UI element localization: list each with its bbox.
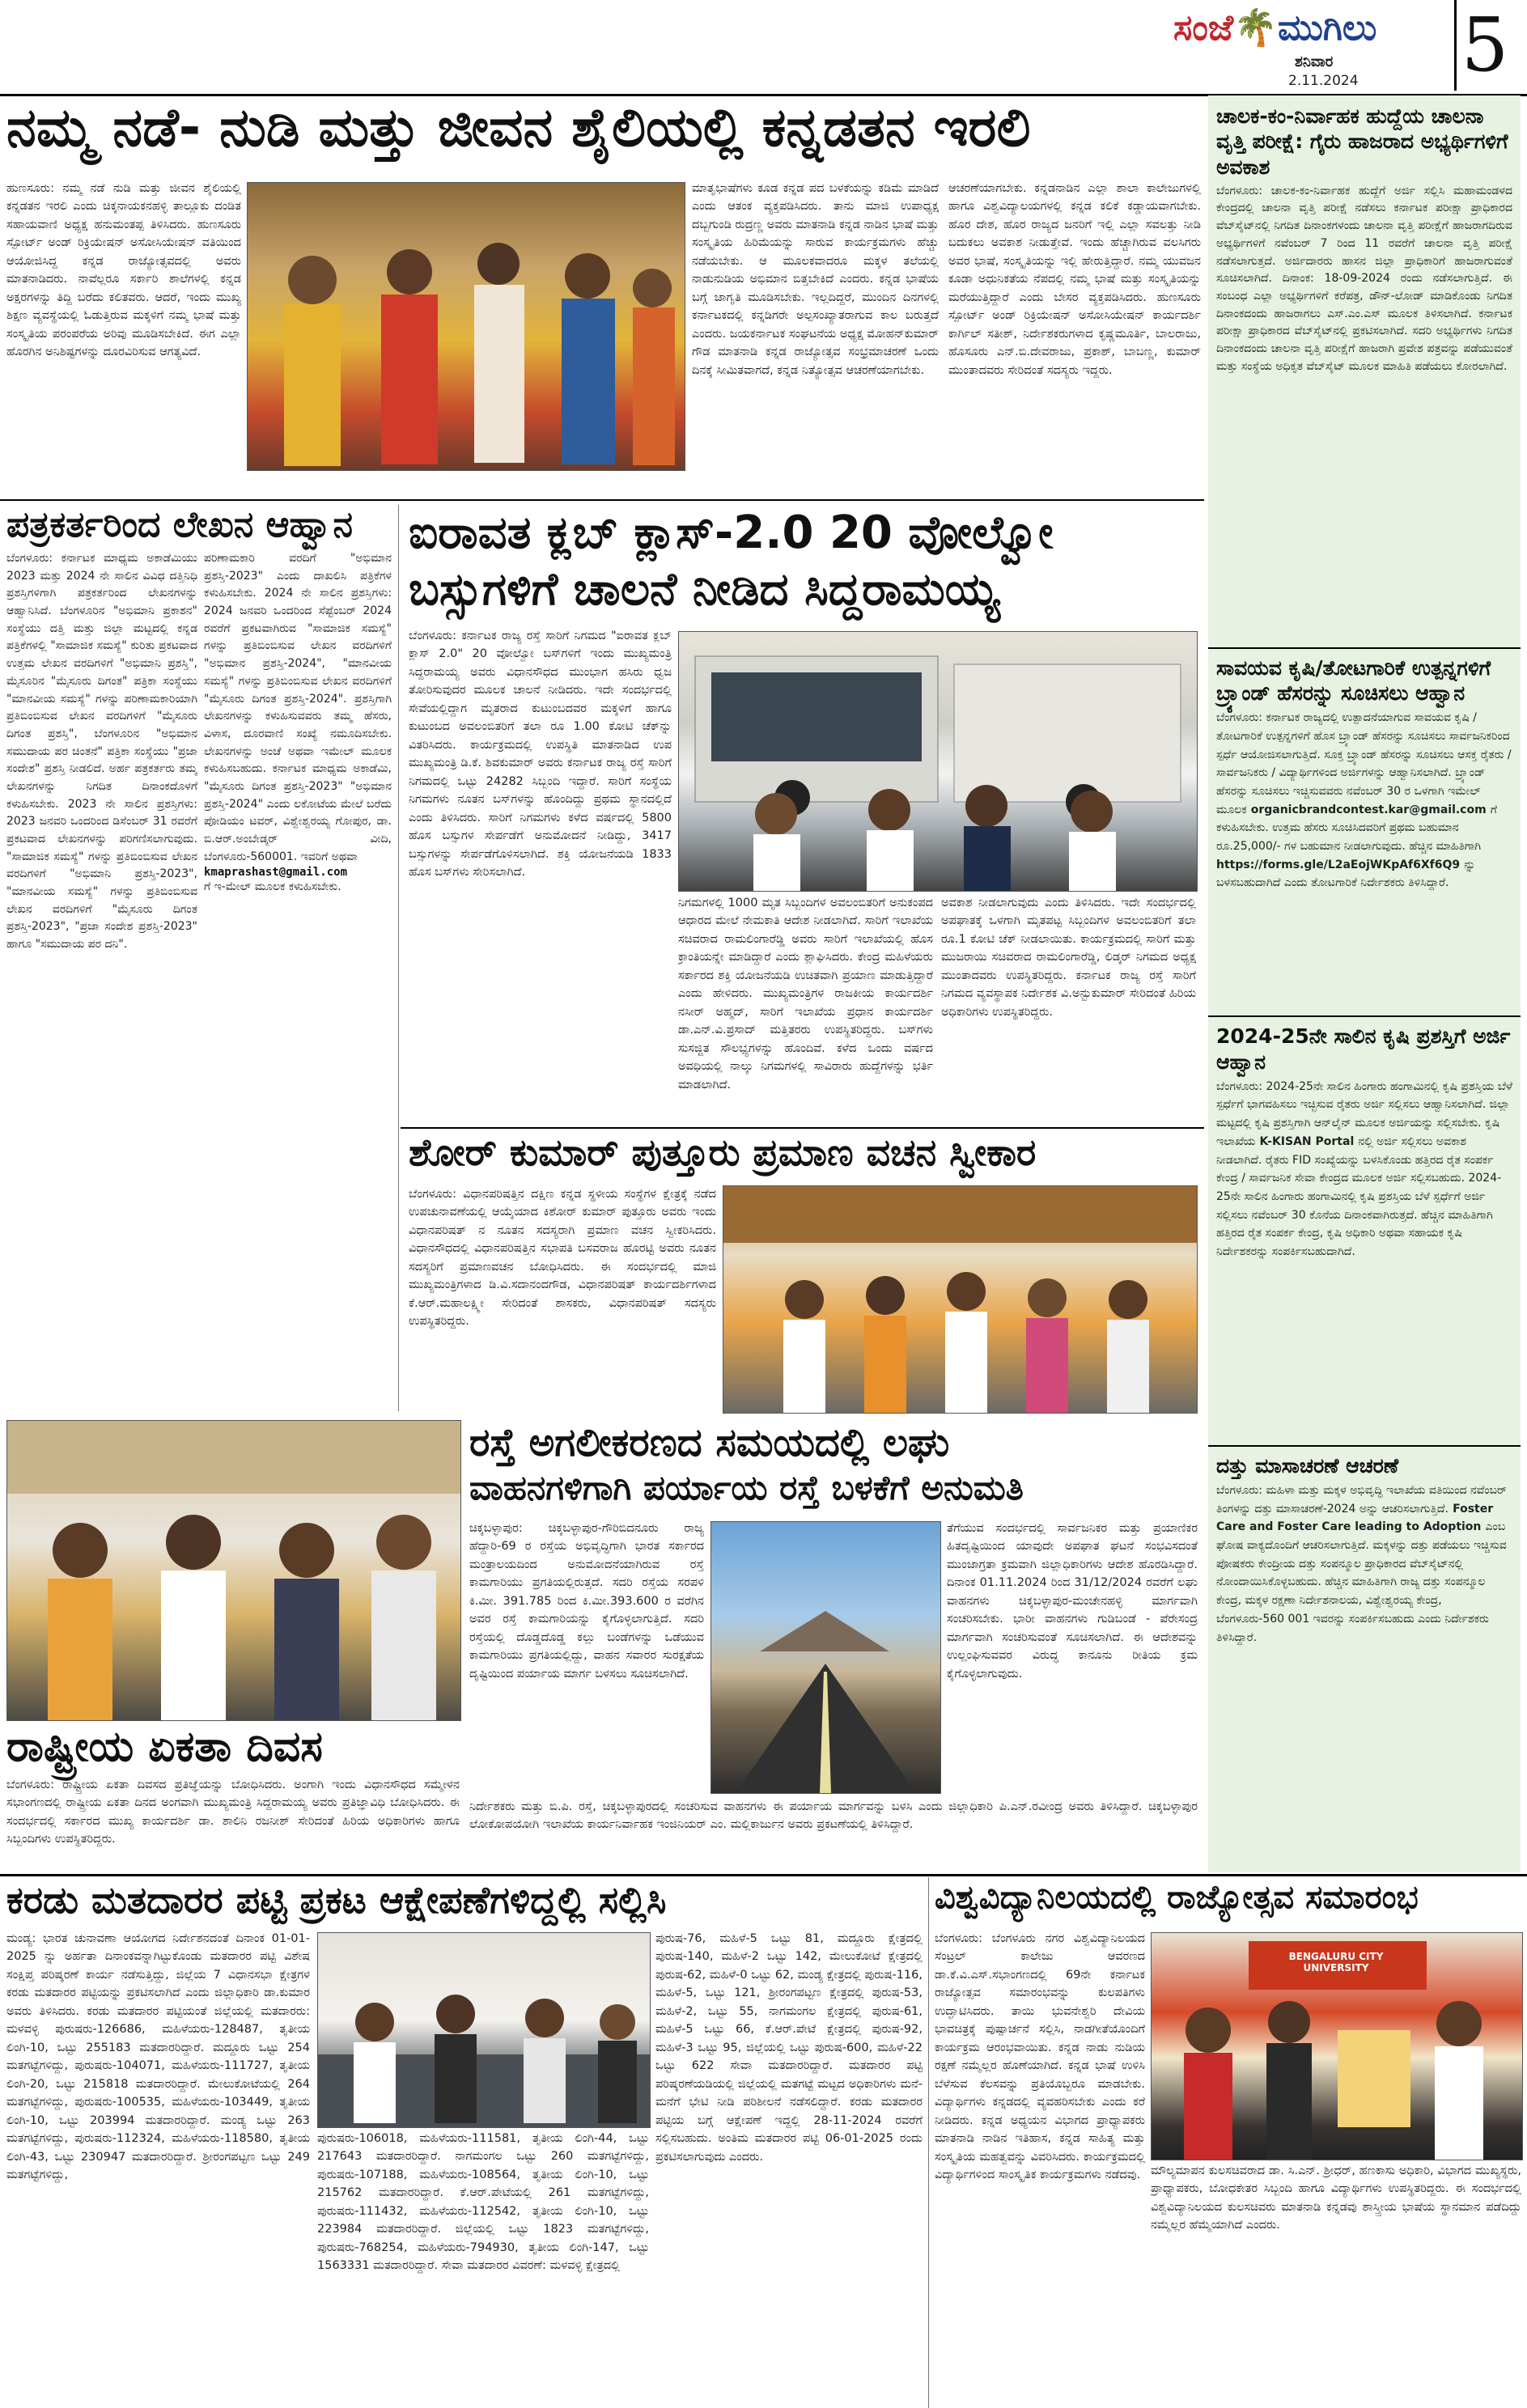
unity-headline: ರಾಷ್ಟ್ರೀಯ ಏಕತಾ ದಿವಸ bbox=[6, 1723, 323, 1771]
press-call-col2: ಪರಿಣಾಮಕಾರಿ ವರದಿಗೆ "ಅಭಿಮಾನ ಪ್ರಶಸ್ತಿ-2023" ಎಂದು ದಾಖಲಿಸಿ ಪತ್ರಿಕೆಗಳ ಕಳುಹಿಸಬೇಕು. 2024 ನೇ ಸಾಲಿನ ಪ್ರಶಸ್ತಿಗಳು: 2024 ಜನವರಿ ಒಂದರಿಂದ ಸೆಪ್ಟೆಂಬರ್ 2024 ರವರೆಗೆ ಪ್ರಕಟವಾಗಿರುವ "ಸಾಮಾಜಿಕ ಸಮಸ್ಯೆ" ಗಳನ್ನು ಪ್ರತಿಬಿಂಬಿಸುವ ಲೇಖನ ವರದಿಗಳಿಗೆ "ಅಭಿಮಾನ ಪ್ರಶಸ್ತಿ-2024", "ಮಾನವೀಯ ಸಮಸ್ಯೆ" ಗಳನ್ನು ಪ್ರತಿಬಿಂಬಿಸುವ ಲೇಖನ ವರದಿಗಳಿಗೆ "ಮೈಸೂರು ದಿಗಂತ ಪ್ರಶಸ್ತಿ-2024". ಪ್ರಶಸ್ತಿಗಾಗಿ ಲೇಖನಗಳನ್ನು ಕಳುಹಿಸುವವರು ತಮ್ಮ ಹೆಸರು, ವಿಳಾಸ, ದೂರವಾಣಿ ಸಂಖ್ಯೆ ನಮೂದಿಸಬೇಕು. ಲೇಖನಗಳನ್ನು ಅಂಚೆ ಅಥವಾ ಇಮೇಲ್ ಮೂಲಕ ಕಳುಹಿಸಬಹುದು. ಕರ್ನಾಟಕ ಮಾಧ್ಯಮ ಅಕಾಡೆಮಿ, "ಮೈಸೂರು ದಿಗಂತ ಪ್ರಶಸ್ತಿ-2023" "ಅಭಿಮಾನ ಪ್ರಶಸ್ತಿ-2024" ಎಂದು ಲಕೋಟೆಯ ಮೇಲೆ ಬರೆದು ಪೋಡಿಯಂ ಟವರ್, ವಿಶ್ವೇಶ್ವರಯ್ಯ ಗೋಪುರ, ಡಾ. ಬಿ.ಆರ್.ಅಂಬೇಡ್ಕರ್ ವೀದಿ, ಬೆಂಗಳೂರು-560001. ಇವರಿಗೆ ಅಥವಾ bbox=[204, 552, 392, 863]
sidebar-story2-wrap bbox=[1208, 709, 1521, 1012]
lead-col2: ಮಾತೃಭಾಷೆಗಳು ಕೂಡ ಕನ್ನಡ ಪದ ಬಳಕೆಯನ್ನು ಕಡಿಮೆ ಮಾಡಿದೆ ಎಂದು ಆತಂಕ ವ್ಯಕ್ತಪಡಿಸಿದರು. ತಾನು ಮಾಜಿ ಉಪಾಧ್ಯಕ್ಷ ದಬ್ಬಗುಂಡಿ ರುದ್ರಣ್ಣ ಅವರು ಮಾತನಾಡಿ ಕನ್ನಡ ನಾಡಿನ ಭಾಷೆ ಮತ್ತು ಸಂಸ್ಕೃತಿಯ ಹಿರಿಮೆಯನ್ನು ಸಾರುವ ಕಾರ್ಯಕ್ರಮಗಳು ಹೆಚ್ಚು ನಡೆಯಬೇಕು. ಆ ಮೂಲಕವಾದರೂ ಮಕ್ಕಳ ತಲೆಯಲ್ಲಿ ನಾಡುನುಡಿಯ ಅಭಿಮಾನ ಬಿತ್ತಬೇಕಿದೆ ಎಂದರು. ಕನ್ನಡ ಭಾಷೆಯ ಬಗ್ಗೆ ಜಾಗೃತಿ ಮೂಡಿಸಬೇಕು. ಇಲ್ಲದಿದ್ದರೆ, ಮುಂದಿನ ದಿನಗಳಲ್ಲಿ ಕರ್ನಾಟಕದಲ್ಲಿ ಕನ್ನಡಿಗರೇ ಅಲ್ಪಸಂಖ್ಯಾತರಾಗುವ ಕಾಲ ಬರುತ್ತದೆ ಎಂದರು. ಜಯಕರ್ನಾಟಕ ಸಂಘಟನೆಯ ಅಧ್ಯಕ್ಷ ಮೋಹನ್‌ಕುಮಾರ್ ಗೌಡ ಮಾತನಾಡಿ ಕನ್ನಡ ರಾಜ್ಯೋತ್ಸವ ಸಂಭ್ರಮಾಚರಣೆ ಒಂದು ದಿನಕ್ಕೆ ಸೀಮಿತವಾಗದೆ, ಕನ್ನಡ ನಿತ್ಯೋತ್ಸವ ಆಚರಣೆಯಾಗಬೇಕು. bbox=[692, 182, 939, 377]
press-call-col2-end: ಗೆ ಇ-ಮೇಲ್ ಮೂಲಕ ಕಳುಹಿಸಬೇಕು. bbox=[204, 880, 341, 894]
weekday: ಶನಿವಾರ bbox=[1295, 53, 1334, 70]
university-col2: ಮೌಲ್ಯಮಾಪನ ಕುಲಸಚಿವರಾದ ಡಾ. ಸಿ.ಎನ್. ಶ್ರೀಧರ್, ಹಣಕಾಸು ಅಧಿಕಾರಿ, ವಿಭಾಗದ ಮುಖ್ಯಸ್ಥರು, ಪ್ರಾಧ್ಯಾಪಕರು, ಬೋಧಕೇತರ ಸಿಬ್ಬಂದಿ ಹಾಗೂ ವಿದ್ಯಾರ್ಥಿಗಳು ಉಪಸ್ಥಿತರಿದ್ದರು. ಈ ಸಂದರ್ಭದಲ್ಲಿ ವಿಶ್ವವಿದ್ಯಾನಿಲಯದ ಕುಲಸಚಿವರು ಮಾತನಾಡಿ ಕನ್ನಡವು ಶಾಸ್ತ್ರೀಯ ಭಾಷೆಯ ಸ್ಥಾನಮಾನ ಪಡೆದಿದ್ದು ನಮ್ಮೆಲ್ಲರ ಹೆಮ್ಮೆಯಾಗಿದೆ ಎಂದರು. bbox=[1151, 2164, 1521, 2232]
sidebar-story4-body: ಬೆಂಗಳೂರು: ಮಹಿಳಾ ಮತ್ತು ಮಕ್ಕಳ ಅಭಿವೃದ್ಧಿ ಇಲಾಖೆಯ ವತಿಯಿಂದ ನವೆಂಬರ್ ತಿಂಗಳನ್ನು ದತ್ತು ಮಾಸಾಚರಣೆ-2024 ಅನ್ನು ಆಚರಿಸಲಾಗುತ್ತಿದೆ. bbox=[1216, 1484, 1507, 1516]
unity-scene bbox=[7, 1421, 460, 1720]
masthead bbox=[0, 0, 1527, 95]
unity-photo bbox=[6, 1420, 461, 1721]
bus-col3: ಅವಕಾಶ ನೀಡಲಾಗುವುದು ಎಂದು ತಿಳಿಸಿದರು. ಇದೇ ಸಂದರ್ಭದಲ್ಲಿ ಅಪಘಾತಕ್ಕೆ ಒಳಗಾಗಿ ಮೃತಪಟ್ಟ ಸಿಬ್ಬಂದಿಗಳ ಅವಲಂಬಿತರಿಗೆ ತಲಾ ರೂ.1 ಕೋಟಿ ಚೆಕ್ ನೀಡಲಾಯಿತು. ಕಾರ್ಯಕ್ರಮದಲ್ಲಿ ಸಾರಿಗೆ ಮತ್ತು ಮುಜರಾಯಿ ಸಚಿವರಾದ ರಾಮಲಿಂಗಾರೆಡ್ಡಿ, ಲಿಡ್ಕರ್ ನಿಗಮದ ಅಧ್ಯಕ್ಷ ಮುಂತಾದವರು ಉಪಸ್ಥಿತರಿದ್ದರು. ಕರ್ನಾಟಕ ರಾಜ್ಯ ರಸ್ತೆ ಸಾರಿಗೆ ನಿಗಮದ ವ್ಯವಸ್ಥಾಪಕ ನಿರ್ದೇಶಕ ವಿ.ಅನ್ಬುಕುಮಾರ್ ಸೇರಿದಂತೆ ಹಿರಿಯ ಅಧಿಕಾರಿಗಳು ಉಪಸ್ಥಿತರಿದ್ದರು. bbox=[941, 897, 1196, 1019]
section-rule bbox=[401, 1127, 1204, 1129]
oath-photo bbox=[723, 1185, 1198, 1414]
lead-col1: ಹುಣಸೂರು: ನಮ್ಮ ನಡೆ ನುಡಿ ಮತ್ತು ಜೀವನ ಶೈಲಿಯಲ್ಲಿ ಕನ್ನಡತನ ಇರಲಿ ಎಂದು ಚಿಕ್ಕನಾಯಕನಹಳ್ಳಿ ತಾಲ್ಲೂಕು ದಂಡಿತ ಸಹಾಯವಾಣಿ ಅಧ್ಯಕ್ಷ ಹನುಮಂತಪ್ಪ ತಿಳಿಸಿದರು. ಹುಣಸೂರು ಸ್ಪೋರ್ಟ್ ಅಂಡ್ ರಿಕ್ರಿಯೇಷನ್ ಅಸೋಸಿಯೇಷನ್ ವತಿಯಿಂದ ಆಯೋಜಿಸಿದ್ದ ಕನ್ನಡ ರಾಜ್ಯೋತ್ಸವದಲ್ಲಿ ಅವರು ಮಾತನಾಡಿದರು. ನಾವೆಲ್ಲರೂ ಸರ್ಕಾರಿ ಶಾಲೆಗಳಲ್ಲಿ ಕನ್ನಡ ಅಕ್ಷರಗಳನ್ನು ತಿದ್ದಿ ಬರೆದು ಕಲಿತವರು. ಆದರೆ, ಇಂದು ಮುಖ್ಯ ಶಿಕ್ಷಣ ವ್ಯವಸ್ಥೆಯಲ್ಲಿ ಓಡುತ್ತಿರುವ ಮಕ್ಕಳಿಗೆ ನಮ್ಮ ಭಾಷೆ ಮತ್ತು ಸಂಸ್ಕೃತಿಯ ಪರಂಪರೆಯ ಅರಿವು ಮೂಡಿಸಬೇಕಿದೆ. ಈಗ ಎಲ್ಲಾ ಹೊರಗಿನ ಅನಿಶಿಷ್ಟಗಳನ್ನು ದೂರವಿರಿಸುವ ಆಗತ್ಯವಿದೆ. bbox=[6, 182, 241, 359]
road-headline-1: ರಸ್ತೆ ಅಗಲೀಕರಣದ ಸಮಯದಲ್ಲಿ ಲಘು bbox=[469, 1420, 950, 1465]
column-divider bbox=[398, 505, 399, 1411]
bus-photo bbox=[678, 631, 1198, 892]
sidebar-story4-wrap bbox=[1208, 1482, 1521, 1749]
oath-scene bbox=[723, 1186, 1197, 1413]
press-call-email[interactable]: kmaprashast@gmail.com bbox=[204, 866, 348, 880]
brand-contest-link[interactable]: https://forms.gle/L2aEojWKpAf6Xf6Q9 bbox=[1216, 858, 1461, 871]
kkisan-portal: K-KISAN Portal bbox=[1259, 1134, 1355, 1148]
press-call-headline: ಪತ್ರಕರ್ತರಿಂದ ಲೇಖನ ಆಹ್ವಾನ bbox=[6, 504, 353, 545]
sidebar-story3-body: ಬೆಂಗಳೂರು: 2024-25ನೇ ಸಾಲಿನ ಹಿಂಗಾರು ಹಂಗಾಮಿನಲ್ಲಿ ಕೃಷಿ ಪ್ರಶಸ್ತಿಯ ಬೆಳೆ ಸ್ಪರ್ಧೆಗೆ ಭಾಗವಹಿಸಲು ಇಚ್ಛಿಸುವ ರೈತರು ಅರ್ಜಿ ಸಲ್ಲಿಸಲು ಆಹ್ವಾನಿಸಲಾಗಿದೆ. ಜಿಲ್ಲಾ ಮಟ್ಟದಲ್ಲಿ ಕೃಷಿ ಪ್ರಶಸ್ತಿಗಾಗಿ ಆನ್‌ಲೈನ್ ಮೂಲಕ ಅರ್ಜಿಯನ್ನು ಸಲ್ಲಿಸಬೇಕು. ಕೃಷಿ ಇಲಾಖೆಯ bbox=[1216, 1079, 1512, 1148]
sidebar-story3-headline: 2024-25ನೇ ಸಾಲಿನ ಕೃಷಿ ಪ್ರಶಸ್ತಿಗೆ ಅರ್ಜಿ ಆಹ್ವಾನ bbox=[1216, 1024, 1511, 1074]
road-col1: ಚಿಕ್ಕಬಳ್ಳಾಪುರ: ಚಿಕ್ಕಬಳ್ಳಾಪುರ-ಗೌರಿಬಿದನೂರು ರಾಜ್ಯ ಹೆದ್ದಾರಿ-69 ರ ರಸ್ತೆಯ ಅಭಿವೃದ್ಧಿಗಾಗಿ ಭಾರತ ಸರ್ಕಾರದ ಮಂತ್ರಾಲಯದಿಂದ ಅನುಮೋದನೆಯಾಗಿರುವ ರಸ್ತೆ ಕಾಮಗಾರಿಯು ಪ್ರಗತಿಯಲ್ಲಿರುತ್ತದೆ. ಸದರಿ ರಸ್ತೆಯ ಸರಪಳಿ ಕಿ.ಮೀ. 391.785 ರಿಂದ ಕಿ.ಮೀ.393.600 ರ ವರೆಗಿನ ಅವರ ರಸ್ತೆ ಕಾಮಗಾರಿಯನ್ನು ಕೈಗೊಳ್ಳಲಾಗುತ್ತಿದೆ. ಸದರಿ ರಸ್ತೆಯಲ್ಲಿ ದೊಡ್ಡದೊಡ್ಡ ಕಲ್ಲು ಬಂಡೆಗಳನ್ನು ಒಡೆಯುವ ಕಾಮಗಾರಿಯು ಪ್ರಗತಿಯಲ್ಲಿದ್ದು, ವಾಹನ ಸವಾರರ ಸುರಕ್ಷತೆಯ ದೃಷ್ಟಿಯಿಂದ ಪರ್ಯಾಯ ಮಾರ್ಗ ಬಳಸಲು ಸೂಚಿಸಲಾಗಿದೆ. bbox=[469, 1522, 704, 1681]
voters-headline: ಕರಡು ಮತದಾರರ ಪಟ್ಟಿ ಪ್ರಕಟ ಆಕ್ಷೇಪಣೆಗಳಿದ್ದಲ್ಲಿ ಸಲ್ಲಿಸಿ bbox=[6, 1878, 667, 1922]
voters-photo bbox=[317, 1932, 651, 2128]
bus-col2: ನಿಗಮಗಳಲ್ಲಿ 1000 ಮೃತ ಸಿಬ್ಬಂದಿಗಳ ಅವಲಂಬಿತರಿಗೆ ಅನುಕಂಪದ ಆಧಾರದ ಮೇಲೆ ನೇಮಕಾತಿ ಆದೇಶ ನೀಡಲಾಗಿದೆ. ಸಾರಿಗೆ ಇಲಾಖೆಯ ಸಚಿವರಾದ ರಾಮಲಿಂಗಾರೆಡ್ಡಿ ಅವರು ಸಾರಿಗೆ ಇಲಾಖೆಯಲ್ಲಿ ಹೊಸ ಕ್ರಾಂತಿಯನ್ನೇ ಮಾಡಿದ್ದಾರೆ ಎಂದು ಶ್ಲಾಘಿಸಿದರು. ಕೇಂದ್ರ ಮಹಿಳೆಯರು ಸರ್ಕಾರದ ಶಕ್ತಿ ಯೋಜನೆಯಡಿ ಉಚಿತವಾಗಿ ಪ್ರಯಾಣ ಮಾಡುತ್ತಿದ್ದಾರೆ ಎಂದು ಹೇಳಿದರು. ಮುಖ್ಯಮಂತ್ರಿಗಳ ರಾಜಕೀಯ ಕಾರ್ಯದರ್ಶಿ ನಸೀರ್ ಅಹ್ಮದ್, ಸಾರಿಗೆ ಇಲಾಖೆಯ ಪ್ರಧಾನ ಕಾರ್ಯದರ್ಶಿ ಡಾ.ಎನ್.ವಿ.ಪ್ರಸಾದ್ ಮತ್ತಿತರರು ಉಪಸ್ಥಿತರಿದ್ದರು. ಬಸ್‌ಗಳು ಸುಸಜ್ಜಿತ ಸೌಲಭ್ಯಗಳನ್ನು ಹೊಂದಿವೆ. ಕಳೆದ ಒಂದು ವರ್ಷದ ಅವಧಿಯಲ್ಲಿ ನಾಲ್ಕು ನಿಗಮಗಳಲ್ಲಿ ಸಾವಿರಾರು ಹುದ್ದೆಗಳನ್ನು ಭರ್ತಿ ಮಾಡಲಾಗಿದೆ. bbox=[678, 897, 933, 1092]
sidebar-story2-body3: ನ್ನು ಬಳಸಬಹುದಾಗಿದೆ ಎಂದು ತೋಟಗಾರಿಕೆ ನಿರ್ದೇಶಕರು ತಿಳಿಸಿದ್ದಾರೆ. bbox=[1216, 858, 1476, 890]
unity-body: ಬೆಂಗಳೂರು: ರಾಷ್ಟ್ರೀಯ ಏಕತಾ ದಿವಸದ ಪ್ರತಿಜ್ಞೆಯನ್ನು ಬೋಧಿಸಿದರು. ಅಂಗಾಗಿ ಇಂದು ವಿಧಾನಸೌಧದ ಸಮ್ಮೇಳನ ಸಭಾಂಗಣದಲ್ಲಿ ರಾಷ್ಟ್ರೀಯ ಏಕತಾ ದಿನದ ಅಂಗವಾಗಿ ಮುಖ್ಯಮಂತ್ರಿ ಸಿದ್ದರಾಮಯ್ಯ ಅವರು ಪ್ರತಿಜ್ಞಾವಿಧಿ ಬೋಧಿಸಿದರು. ಈ ಸಂದರ್ಭದಲ್ಲಿ ಸರ್ಕಾರದ ಮುಖ್ಯ ಕಾರ್ಯದರ್ಶಿ ಡಾ. ಶಾಲಿನಿ ರಜನೀಶ್ ಸೇರಿದಂತೆ ಹಿರಿಯ ಅಧಿಕಾರಿಗಳು ಹಾಗೂ ಸಿಬ್ಬಂದಿಗಳು ಉಪಸ್ಥಿತರಿದ್ದರು. bbox=[6, 1778, 460, 1846]
sidebar bbox=[1208, 95, 1521, 1872]
sidebar-story2-headline: ಸಾವಯವ ಕೃಷಿ/ತೋಟಗಾರಿಕೆ ಉತ್ಪನ್ನಗಳಿಗೆ ಬ್ರ್ಯಾಂಡ್ ಹೆಸರನ್ನು ಸೂಚಿಸಲು ಆಹ್ವಾನ bbox=[1216, 655, 1491, 705]
brand-contest-email[interactable]: organicbrandcontest.kar@gmail.com bbox=[1250, 803, 1487, 816]
sidebar-story1-headline: ಚಾಲಕ-ಕಂ-ನಿರ್ವಾಹಕ ಹುದ್ದೆಯ ಚಾಲನಾ ವೃತ್ತಿ ಪರೀಕ್ಷೆ: ಗೈರು ಹಾಜರಾದ ಅಭ್ಯರ್ಥಿಗಳಿಗೆ ಅವಕಾಶ bbox=[1216, 104, 1508, 179]
bus-col1: ಬೆಂಗಳೂರು: ಕರ್ನಾಟಕ ರಾಜ್ಯ ರಸ್ತೆ ಸಾರಿಗೆ ನಿಗಮದ "ಐರಾವತ ಕ್ಲಬ್ ಕ್ಲಾಸ್ 2.0" 20 ವೋಲ್ವೋ ಬಸ್‌ಗಳಿಗೆ ಇಂದು ಮುಖ್ಯಮಂತ್ರಿ ಸಿದ್ದರಾಮಯ್ಯ ಅವರು ವಿಧಾನಸೌಧದ ಮುಂಭಾಗ ಹಸಿರು ಧ್ವಜ ತೋರಿಸುವುದರ ಮೂಲಕ ಚಾಲನೆ ನೀಡಿದರು. ಇದೇ ಸಂದರ್ಭದಲ್ಲಿ ಸೇವೆಯಲ್ಲಿದ್ದಾಗ ಮೃತರಾದ ಕುಟುಂಬದವರ ಮಕ್ಕಳಿಗೆ ಹಾಗೂ ಕುಟುಂಬದ ಅವಲಂಬಿತರಿಗೆ ತಲಾ ರೂ 1.00 ಕೋಟಿ ಚೆಕ್‌ನ್ನು ವಿತರಿಸಿದರು. ಕಾರ್ಯಕ್ರಮದಲ್ಲಿ ಉಪಸ್ಥಿತಿ ಮಾತನಾಡಿದ ಉಪ ಮುಖ್ಯಮಂತ್ರಿ ಡಿ.ಕೆ. ಶಿವಕುಮಾರ್ ಅವರು ಕರ್ನಾಟಕ ರಾಜ್ಯ ರಸ್ತೆ ಸಾರಿಗೆ ನಿಗಮದಲ್ಲಿ ಒಟ್ಟು 24282 ಸಿಬ್ಬಂದಿ ಇದ್ದಾರೆ. ಸಾರಿಗೆ ಸಂಸ್ಥೆಯ ನಿಗಮಗಳು ನೂತನ ಬಸ್‌ಗಳನ್ನು ಹೊಂದಿದ್ದು ಪ್ರಥಮ ಸ್ಥಾನದಲ್ಲಿದೆ ಎಂದು ತಿಳಿಸಿದರು. ಸಾರಿಗೆ ನಿಗಮಗಳು ಕಳೆದ ವರ್ಷದಲ್ಲಿ 5800 ಹೊಸ ಬಸ್ಸುಗಳ ಸೇರ್ಪಡೆಗೆ ಅನುಮೋದನೆ ನೀಡಿದ್ದು, 3417 ಬಸ್ಸುಗಳನ್ನು ಸೇರ್ಪಡೆಗೊಳಿಸಲಾಗಿದೆ. ಶಕ್ತಿ ಯೋಜನೆಯಡಿ 1833 ಹೊಸ ಬಸ್‌ಗಳು ಸೇರಿಸಲಾಗಿದೆ. bbox=[409, 630, 672, 880]
university-col1: ಬೆಂಗಳೂರು: ಬೆಂಗಳೂರು ನಗರ ವಿಶ್ವವಿದ್ಯಾನಿಲಯದ ಸೆಂಟ್ರಲ್ ಕಾಲೇಜು ಆವರಣದ ಡಾ.ಕೆ.ವಿ.ಎಸ್.ಸಭಾಂಗಣದಲ್ಲಿ 69ನೇ ಕರ್ನಾಟಕ ರಾಜ್ಯೋತ್ಸವ ಸಮಾರಂಭವನ್ನು ಕುಲಪತಿಗಳು ಉದ್ಘಾಟಿಸಿದರು. ತಾಯಿ ಭುವನೇಶ್ವರಿ ದೇವಿಯ ಭಾವಚಿತ್ರಕ್ಕೆ ಪುಷ್ಪಾರ್ಚನೆ ಸಲ್ಲಿಸಿ, ನಾಡಗೀತೆಯೊಂದಿಗೆ ಕಾರ್ಯಕ್ರಮ ಆರಂಭವಾಯಿತು. ಕನ್ನಡ ನಾಡು ನುಡಿಯ ರಕ್ಷಣೆ ನಮ್ಮೆಲ್ಲರ ಹೊಣೆಯಾಗಿದೆ. ಕನ್ನಡ ಭಾಷೆ ಉಳಿಸಿ ಬೆಳೆಸುವ ಕೆಲಸವನ್ನು ಪ್ರತಿಯೊಬ್ಬರೂ ಮಾಡಬೇಕು. ವಿದ್ಯಾರ್ಥಿಗಳು ಕನ್ನಡದಲ್ಲಿ ವ್ಯವಹರಿಸಬೇಕು ಎಂದು ಕರೆ ನೀಡಿದರು. ಕನ್ನಡ ಅಧ್ಯಯನ ವಿಭಾಗದ ಪ್ರಾಧ್ಯಾಪಕರು ಮಾತನಾಡಿ ನಾಡಿನ ಇತಿಹಾಸ, ಕನ್ನಡ ಸಾಹಿತ್ಯ ಮತ್ತು ಸಂಸ್ಕೃತಿಯ ಮಹತ್ವವನ್ನು ವಿವರಿಸಿದರು. ಕಾರ್ಯಕ್ರಮದಲ್ಲಿ ವಿದ್ಯಾರ್ಥಿಗಳಿಂದ ಸಾಂಸ್ಕೃತಿಕ ಕಾರ್ಯಕ್ರಮಗಳು ನಡೆದವು. bbox=[935, 1932, 1145, 2182]
logo-part1: ಸಂಜೆ bbox=[1173, 7, 1234, 49]
page-number: 5 bbox=[1454, 0, 1513, 91]
lead-photo bbox=[247, 182, 685, 471]
lead-col3: ಆಚರಣೆಯಾಗಬೇಕು. ಕನ್ನಡನಾಡಿನ ಎಲ್ಲಾ ಶಾಲಾ ಕಾಲೇಜುಗಳಲ್ಲಿ ಹಾಗೂ ವಿಶ್ವವಿದ್ಯಾಲಯಗಳಲ್ಲಿ ಕನ್ನಡ ಕಲಿಕೆ ಕಡ್ಡಾಯವಾಗಬೇಕು. ಹೊರ ದೇಶ, ಹೊರ ರಾಜ್ಯದ ಜನರಿಗೆ ಇಲ್ಲಿ ಎಲ್ಲಾ ಸವಲತ್ತು ನೀಡಿ ಬದುಕಲು ಅವಕಾಶ ನೀಡುತ್ತೇವೆ. ಇಂದು ಹೆಚ್ಚಾಗಿರುವ ವಲಸಿಗರು ಅವರ ಭಾಷೆ, ಸಂಸ್ಕೃತಿಯನ್ನು ಇಲ್ಲಿ ಹೇರುತ್ತಿದ್ದಾರೆ. ನಮ್ಮ ಯುವಜನ ಕೂಡಾ ಅಧುನಿಕತೆಯ ನೆಪದಲ್ಲಿ ನಮ್ಮ ಭಾಷೆ ಮತ್ತು ಸಂಸ್ಕೃತಿಯನ್ನು ಮರೆಯುತ್ತಿದ್ದಾರೆ ಎಂದು ಬೇಸರ ವ್ಯಕ್ತಪಡಿಸಿದರು. ಹುಣಸೂರು ಸ್ಪೋರ್ಟ್ ಅಂಡ್ ರಿಕ್ರಿಯೇಷನ್ ಅಸೋಸಿಯೇಷನ್ ಕಾರ್ಯದರ್ಶಿ ಕಾರ್ಗಿಲ್ ಸತೀಶ್, ನಿರ್ದೇಶಕರುಗಳಾದ ಕೃಷ್ಣಮೂರ್ತಿ, ಬಾಲರಾಜು, ಹೊಸೂರು ಎನ್.ಬಿ.ದೇವರಾಜು, ಪ್ರಕಾಶ್, ಬಾಬಣ್ಣ, ಕುಮಾರ್ ಮುಂತಾದವರು ಸೇರಿದಂತೆ ಸದಸ್ಯರು ಇದ್ದರು. bbox=[948, 182, 1201, 377]
sidebar-story4-body2: ಎಂಬ ಘೋಷ ವಾಕ್ಯದೊಂದಿಗೆ ಆಚರಿಸಲಾಗುತ್ತಿದೆ. ಮಕ್ಕಳನ್ನು ದತ್ತು ಪಡೆಯಲು ಇಚ್ಚಿಸುವ ಪೋಷಕರು ಕೇಂದ್ರೀಯ ದತ್ತು ಸಂಪನ್ಮೂಲ ಪ್ರಾಧಿಕಾರದ ವೆಬ್‌ಸೈಟ್‌ನಲ್ಲಿ ನೋಂದಾಯಿಸಿಕೊಳ್ಳಬಹುದು. ಹೆಚ್ಚಿನ ಮಾಹಿತಿಗಾಗಿ ರಾಜ್ಯ ದತ್ತು ಸಂಪನ್ಮೂಲ ಕೇಂದ್ರ, ಮಕ್ಕಳ ರಕ್ಷಣಾ ನಿರ್ದೇಶನಾಲಯ, ವಿಶ್ವೇಶ್ವರಯ್ಯ ಕೇಂದ್ರ, ಬೆಂಗಳೂರು-560 001 ಇವರನ್ನು ಸಂಪರ್ಕಿಸಬಹುದು ಎಂದು ನಿರ್ದೇಶಕರು ತಿಳಿಸಿದ್ದಾರೆ. bbox=[1216, 1520, 1507, 1644]
voters-col3: ಪುರುಷ-76, ಮಹಿಳೆ-5 ಒಟ್ಟು 81, ಮದ್ದೂರು ಕ್ಷೇತ್ರದಲ್ಲಿ ಪುರುಷ-140, ಮಹಿಳೆ-2 ಒಟ್ಟು 142, ಮೇಲುಕೋಟೆ ಕ್ಷೇತ್ರದಲ್ಲಿ ಪುರುಷ-62, ಮಹಿಳೆ-0 ಒಟ್ಟು 62, ಮಂಡ್ಯ ಕ್ಷೇತ್ರದಲ್ಲಿ ಪುರುಷ-116, ಮಹಿಳೆ-5, ಒಟ್ಟು 121, ಶ್ರೀರಂಗಪಟ್ಟಣ ಕ್ಷೇತ್ರದಲ್ಲಿ ಪುರುಷ-53, ಮಹಿಳೆ-2, ಒಟ್ಟು 55, ನಾಗಮಂಗಲ ಕ್ಷೇತ್ರದಲ್ಲಿ ಪುರುಷ-61, ಮಹಿಳೆ-5 ಒಟ್ಟು 66, ಕೆ.ಆರ್.ಪೇಟೆ ಕ್ಷೇತ್ರದಲ್ಲಿ ಪುರುಷ-92, ಮಹಿಳೆ-3 ಒಟ್ಟು 95, ಜಿಲ್ಲೆಯಲ್ಲಿ ಒಟ್ಟು ಪುರುಷ-600, ಮಹಿಳೆ-22 ಒಟ್ಟು 622 ಸೇವಾ ಮತದಾರರಿದ್ದಾರೆ. ಮತದಾರರ ಪಟ್ಟಿ ಪರಿಷ್ಕರಣೆಯಡಿಯಲ್ಲಿ ಜಿಲ್ಲೆಯಲ್ಲಿ ಮತಗಟ್ಟೆ ಮಟ್ಟದ ಅಧಿಕಾರಿಗಳು ಮನೆ-ಮನೆಗೆ ಭೇಟಿ ನೀಡಿ ಪರಿಶೀಲನೆ ನಡೆಸಲಿದ್ದಾರೆ. ಕರಡು ಮತದಾರರ ಪಟ್ಟಿಯ ಬಗ್ಗೆ ಆಕ್ಷೇಪಣೆ ಇದ್ದಲ್ಲಿ 28-11-2024 ರವರೆಗೆ ಸಲ್ಲಿಸಬಹುದು. ಅಂತಿಮ ಮತದಾರರ ಪಟ್ಟಿ 06-01-2025 ರಂದು ಪ್ರಕಟಿಸಲಾಗುವುದು ಎಂದರು. bbox=[655, 1932, 923, 2164]
oath-body: ಬೆಂಗಳೂರು: ವಿಧಾನಪರಿಷತ್ತಿನ ದಕ್ಷಿಣ ಕನ್ನಡ ಸ್ಥಳೀಯ ಸಂಸ್ಥೆಗಳ ಕ್ಷೇತ್ರಕ್ಕೆ ನಡೆದ ಉಪಚುನಾವಣೆಯಲ್ಲಿ ಆಯ್ಕೆಯಾದ ಕಿಶೋರ್ ಕುಮಾರ್ ಪುತ್ತೂರು ಅವರು ಇಂದು ವಿಧಾನಪರಿಷತ್ ನ ನೂತನ ಸದಸ್ಯರಾಗಿ ಪ್ರಮಾಣ ವಚನ ಸ್ವೀಕರಿಸಿದರು. ವಿಧಾನಸೌಧದಲ್ಲಿ ವಿಧಾನಪರಿಷತ್ತಿನ ಸಭಾಪತಿ ಬಸವರಾಜ ಹೊರಟ್ಟಿ ಅವರು ನೂತನ ಸದಸ್ಯರಿಗೆ ಪ್ರಮಾಣವಚನ ಬೋಧಿಸಿದರು. ಈ ಸಂದರ್ಭದಲ್ಲಿ ಮಾಜಿ ಮುಖ್ಯಮಂತ್ರಿಗಳಾದ ಡಿ.ವಿ.ಸದಾನಂದಗೌಡ, ವಿಧಾನಪರಿಷತ್ ಕಾರ್ಯದರ್ಶಿಗಳಾದ ಕೆ.ಆರ್.ಮಹಾಲಕ್ಷ್ಮೀ ಸೇರಿದಂತೆ ಶಾಸಕರು, ವಿಧಾನಪರಿಷತ್ ಸದಸ್ಯರು ಉಪಸ್ಥಿತರಿದ್ದರು. bbox=[409, 1188, 716, 1329]
sidebar-story3-wrap bbox=[1208, 1078, 1521, 1442]
lead-headline: ನಮ್ಮ ನಡೆ- ನುಡಿ ಮತ್ತು ಜೀವನ ಶೈಲಿಯಲ್ಲಿ ಕನ್ನಡತನ ಇರಲಿ bbox=[6, 96, 1031, 159]
sidebar-story1-body: ಬೆಂಗಳೂರು: ಚಾಲಕ-ಕಂ-ನಿರ್ವಾಹಕ ಹುದ್ದೆಗೆ ಅರ್ಜಿ ಸಲ್ಲಿಸಿ ಮಹಾಮಂಡಳದ ಕೇಂದ್ರದಲ್ಲಿ ಚಾಲನಾ ವೃತ್ತಿ ಪರೀಕ್ಷೆ ನಡೆಸಲು ಕರ್ನಾಟಕ ಪರೀಕ್ಷಾ ಪ್ರಾಧಿಕಾರದ ವೆಬ್‌ಸೈಟ್‌ನಲ್ಲಿ ನಿಗದಿತ ದಿನಾಂಕಗಳಂದು ಚಾಲನಾ ವೃತ್ತಿ ಪರೀಕ್ಷೆಗೆ ಹಾಜರಾಗದಿರುವ ಅಭ್ಯರ್ಥಿಗಳಿಗೆ ನವೆಂಬರ್ 7 ರಿಂದ 11 ರವರೆಗೆ ಚಾಲನಾ ವೃತ್ತಿ ಪರೀಕ್ಷೆ ನಡೆಸಲಾಗುತ್ತದೆ. ಅರ್ಜಿದಾರರು ಹಾಸನ ಜಿಲ್ಲಾ ಪ್ರಾಧಿಕಾರಿಗೆ ಹಾಜರಾಗುವಂತೆ ಸೂಚಿಸಲಾಗಿದೆ. ದಿನಾಂಕ: 18-09-2024 ರಂದು ನಡೆಸಲಾಗುತ್ತಿದೆ. ಈ ಸಂಬಂಧ ಎಲ್ಲಾ ಅಭ್ಯರ್ಥಿಗಳಿಗೆ ಕರೆಪತ್ರ, ಡೌನ್-ಲೋಡ್ ಮಾಡಿಕೊಂಡು ನಿಗದಿತ ದಿನಾಂಕದಂದು ಹಾಜರಾಗಲು ಎಸ್.ಎಂ.ಎಸ್ ಮೂಲಕ ತಿಳಿಸಲಾಗಿದೆ. ಕರ್ನಾಟಕ ಪರೀಕ್ಷಾ ಪ್ರಾಧಿಕಾರದ ವೆಬ್‌ಸೈಟ್‌ನಲ್ಲಿ ಪ್ರಕಟಿಸಲಾಗಿದೆ. ಸದರಿ ಅಭ್ಯರ್ಥಿಗಳು ನಿಗದಿತ ದಿನಾಂಕದಂದು ಚಾಲನಾ ವೃತ್ತಿ ಪರೀಕ್ಷೆಗೆ ಹಾಜರಾಗಿ ಪ್ರವೇಶ ಪತ್ರವನ್ನು ಪಡೆಯುವಂತೆ ಮತ್ತು ಸಂಸ್ಥೆಯ ಅಧಿಕೃತ ವೆಬ್‌ಸೈಟ್ ಮೂಲಕ ಮಾಹಿತಿ ಪಡೆಯಲು ಕೋರಲಾಗಿದೆ. bbox=[1216, 184, 1512, 373]
press-call-col1: ಬೆಂಗಳೂರು: ಕರ್ನಾಟಕ ಮಾಧ್ಯಮ ಅಕಾಡೆಮಿಯು 2023 ಮತ್ತು 2024 ನೇ ಸಾಲಿನ ವಿವಿಧ ದತ್ತಿನಿಧಿ ಪ್ರಶಸ್ತಿಗಳಿಗಾಗಿ ಪತ್ರಕರ್ತರಿಂದ ಲೇಖನಗಳನ್ನು ಆಹ್ವಾನಿಸಿದೆ. ಬೆಂಗಳೂರಿನ "ಅಭಿಮಾನಿ ಪ್ರಕಾಶನ" ಸಂಸ್ಥೆಯು ದತ್ತಿ ಮತ್ತು ಜಿಲ್ಲಾ ಮಟ್ಟದಲ್ಲಿ ಕನ್ನಡ ಪತ್ರಿಕೆಗಳಲ್ಲಿ "ಸಾಮಾಜಿಕ ಸಮಸ್ಯೆ" ಕುರಿತು ಪ್ರಕಟವಾದ ಉತ್ತಮ ಲೇಖನ ವರದಿಗಳಿಗೆ "ಅಭಿಮಾನಿ ಪ್ರಶಸ್ತಿ", ಮೈಸೂರಿನ "ಮೈಸೂರು ದಿಗಂತ" ಪತ್ರಿಕಾ ಸಂಸ್ಥೆಯು "ಮಾನವೀಯ ಸಮಸ್ಯೆ" ಗಳನ್ನು ಪರಿಣಾಮಕಾರಿಯಾಗಿ ಪ್ರತಿಬಿಂಬಿಸುವ ಲೇಖನ ವರದಿಗಳಿಗೆ "ಮೈಸೂರು ದಿಗಂತ ಪ್ರಶಸ್ತಿ", ಬೆಂಗಳೂರಿನ "ಅಭಿಮಾನ ಸಮುದಾಯ ಪರ ಚಿಂತನೆ" ಪತ್ರಿಕಾ ಸಂಸ್ಥೆಯು "ಪ್ರಜಾ ಸಂದೇಶ" ಪ್ರಶಸ್ತಿ ನೀಡಲಿದೆ. ಅರ್ಹ ಪತ್ರಕರ್ತರು ತಮ್ಮ ಲೇಖನಗಳನ್ನು ನಿಗದಿತ ದಿನಾಂಕದೊಳಗೆ ಕಳುಹಿಸಬೇಕು. 2023 ನೇ ಸಾಲಿನ ಪ್ರಶಸ್ತಿಗಳು: 2023 ಜನವರಿ ಒಂದರಿಂದ ಡಿಸೆಂಬರ್ 31 ರವರೆಗೆ ಪ್ರಕಟವಾದ ಲೇಖನಗಳನ್ನು ಪರಿಗಣಿಸಲಾಗುವುದು. "ಸಾಮಾಜಿಕ ಸಮಸ್ಯೆ" ಗಳನ್ನು ಪ್ರತಿಬಿಂಬಿಸುವ ಲೇಖನ ವರದಿಗಳಿಗೆ "ಅಭಿಮಾನಿ ಪ್ರಶಸ್ತಿ-2023", "ಮಾನವೀಯ ಸಮಸ್ಯೆ" ಗಳನ್ನು ಪ್ರತಿಬಿಂಬಿಸುವ ಲೇಖನ ವರದಿಗಳಿಗೆ "ಮೈಸೂರು ದಿಗಂತ ಪ್ರಶಸ್ತಿ-2023", "ಪ್ರಜಾ ಸಂದೇಶ ಪ್ರಶಸ್ತಿ-2023" ಹಾಗೂ "ಸಮುದಾಯ ಪರ ದನಿ". bbox=[6, 552, 197, 952]
logo-part2: ಮುಗಿಲು bbox=[1277, 7, 1377, 49]
university-banner-text: BENGALURU CITY UNIVERSITY bbox=[1288, 1951, 1384, 1973]
bus-headline: ಐರಾವತ ಕ್ಲಬ್ ಕ್ಲಾಸ್-2.0 20 ವೋಲ್ವೋ ಬಸ್ಸುಗಳಿಗೆ ಚಾಲನೆ ನೀಡಿದ ಸಿದ್ದರಾಮಯ್ಯ bbox=[409, 507, 1054, 616]
voters-scene bbox=[318, 1933, 650, 2127]
sidebar-story4-headline: ದತ್ತು ಮಾಸಾಚರಣೆ ಆಚರಣೆ bbox=[1216, 1453, 1399, 1477]
column-divider bbox=[928, 1877, 929, 2408]
issue-date: 2.11.2024 bbox=[1288, 73, 1359, 89]
sidebar-story3-body2: ನಲ್ಲಿ ಅರ್ಜಿ ಸಲ್ಲಿಸಲು ಅವಕಾಶ ನೀಡಲಾಗಿದೆ. ರೈತರು FID ಸಂಖ್ಯೆಯನ್ನು ಬಳಸಿಕೊಂಡು ಹತ್ತಿರದ ರೈತ ಸಂಪರ್ಕ ಕೇಂದ್ರ / ಸಾರ್ವಜನಿಕ ಸೇವಾ ಕೇಂದ್ರದ ಮೂಲಕ ಅರ್ಜಿ ಸಲ್ಲಿಸಬಹುದು. 2024-25ನೇ ಸಾಲಿನ ಹಿಂಗಾರು ಹಂಗಾಮಿನಲ್ಲಿ ಕೃಷಿ ಪ್ರಶಸ್ತಿಯ ಬೆಳೆ ಸ್ಪರ್ಧೆಗೆ ಅರ್ಜಿ ಸಲ್ಲಿಸಲು ನವೆಂಬರ್ 30 ಕೊನೆಯ ದಿನಾಂಕವಾಗಿರುತ್ತದೆ. ಹೆಚ್ಚಿನ ಮಾಹಿತಿಗಾಗಿ ಹತ್ತಿರದ ರೈತ ಸಂಪರ್ಕ ಕೇಂದ್ರ, ಕೃಷಿ ಅಧಿಕಾರಿ ಅಥವಾ ಸಹಾಯಕ ಕೃಷಿ ನಿರ್ದೇಶಕರನ್ನು ಸಂಪರ್ಕಿಸಬಹುದಾಗಿದೆ. bbox=[1216, 1134, 1502, 1258]
sidebar-story2-body: ಬೆಂಗಳೂರು: ಕರ್ನಾಟಕ ರಾಜ್ಯದಲ್ಲಿ ಉತ್ಪಾದನೆಯಾಗುವ ಸಾವಯವ ಕೃಷಿ / ತೋಟಗಾರಿಕೆ ಉತ್ಪನ್ನಗಳಿಗೆ ಹೊಸ ಬ್ರ್ಯಾಂಡ್ ಹೆಸರನ್ನು ಸೂಚಿಸಲು ಸಾರ್ವಜನಿಕರಿಂದ ಸ್ಪರ್ಧೆ ಆಯೋಜಿಸಲಾಗುತ್ತಿದೆ. ಸೂಕ್ತ ಬ್ರ್ಯಾಂಡ್ ಹೆಸರನ್ನು ಸೂಚಿಸಲು ಆಸಕ್ತ ರೈತರು / ಸಾರ್ವಜನಿಕರು / ವಿದ್ಯಾರ್ಥಿಗಳಿಂದ ಅರ್ಜಿಗಳನ್ನು ಆಹ್ವಾನಿಸಲಾಗಿದೆ. ಬ್ರ್ಯಾಂಡ್ ಹೆಸರನ್ನು ಸೂಚಿಸಲು ಇಚ್ಚಿಸುವವರು ನವೆಂಬರ್ 30 ರ ಒಳಗಾಗಿ ಇಮೇಲ್ ಮೂಲಕ bbox=[1216, 711, 1512, 816]
road-col2: ತೆಗೆಯುವ ಸಂದರ್ಭದಲ್ಲಿ ಸಾರ್ವಜನಿಕರ ಮತ್ತು ಪ್ರಯಾಣಿಕರ ಹಿತದೃಷ್ಟಿಯಿಂದ ಯಾವುದೇ ಅಪಘಾತ ಘಟನೆ ಸಂಭವಿಸದಂತೆ ಮುಂಜಾಗ್ರತಾ ಕ್ರಮವಾಗಿ ಜಿಲ್ಲಾಧಿಕಾರಿಗಳು ಆದೇಶ ಹೊರಡಿಸಿದ್ದಾರೆ. ದಿನಾಂಕ 01.11.2024 ರಿಂದ 31/12/2024 ರವರೆಗೆ ಲಘು ವಾಹನಗಳು ಚಿಕ್ಕಬಳ್ಳಾಪುರ-ಮಂಚೇನಹಳ್ಳಿ ಮಾರ್ಗವಾಗಿ ಸಂಚರಿಸಬೇಕು. ಭಾರೀ ವಾಹನಗಳು ಗುಡಿಬಂಡೆ - ಪೆರೇಸಂದ್ರ ಮಾರ್ಗವಾಗಿ ಸಂಚರಿಸುವಂತೆ ಸೂಚಿಸಲಾಗಿದೆ. ಈ ಆದೇಶವನ್ನು ಉಲ್ಲಂಘಿಸುವವರ ವಿರುದ್ಧ ಕಾನೂನು ರೀತಿಯ ಕ್ರಮ ಕೈಗೊಳ್ಳಲಾಗುವುದು. bbox=[947, 1522, 1198, 1681]
section-rule bbox=[0, 499, 1204, 501]
crowd-figures bbox=[248, 183, 685, 470]
press-call-col2-wrap bbox=[204, 550, 392, 1412]
university-headline: ವಿಶ್ವವಿದ್ಯಾನಿಲಯದಲ್ಲಿ ರಾಜ್ಯೋತ್ಸವ ಸಮಾರಂಭ bbox=[935, 1879, 1419, 1916]
palm-icon: 🌴 bbox=[1233, 7, 1278, 49]
section-rule bbox=[0, 1874, 1527, 1876]
university-photo bbox=[1151, 1932, 1523, 2160]
sidebar-story2-body2: ಗೆ ಕಳುಹಿಸಬೇಕು. ಉತ್ತಮ ಹೆಸರು ಸೂಚಿಸಿದವರಿಗೆ ಪ್ರಥಮ ಬಹುಮಾನ ರೂ.25,000/- ಗಳ ಬಹುಮಾನ ನೀಡಲಾಗುವುದು. ಹೆಚ್ಚಿನ ಮಾಹಿತಿಗಾಗಿ bbox=[1216, 803, 1497, 854]
newspaper-logo bbox=[1173, 6, 1449, 55]
voters-col2: ಪುರುಷರು-106018, ಮಹಿಳೆಯರು-111581, ತೃತೀಯ ಲಿಂಗಿ-44, ಒಟ್ಟು 217643 ಮತದಾರರಿದ್ದಾರೆ. ನಾಗಮಂಗಲ ಒಟ್ಟು 260 ಮತಗಟ್ಟೆಗಳಿದ್ದು, ಪುರುಷರು-107188, ಮಹಿಳೆಯರು-108564, ತೃತೀಯ ಲಿಂಗಿ-10, ಒಟ್ಟು 215762 ಮತದಾರರಿದ್ದಾರೆ. ಕೆ.ಆರ್.ಪೇಟೆಯಲ್ಲಿ 261 ಮತಗಟ್ಟೆಗಳಿದ್ದು, ಪುರುಷರು-111432, ಮಹಿಳೆಯರು-112542, ತೃತೀಯ ಲಿಂಗಿ-10, ಒಟ್ಟು 223984 ಮತದಾರರಿದ್ದಾರೆ. ಜಿಲ್ಲೆಯಲ್ಲಿ ಒಟ್ಟು 1823 ಮತಗಟ್ಟೆಗಳಿದ್ದು, ಪುರುಷರು-768254, ಮಹಿಳೆಯರು-794930, ತೃತೀಯ ಲಿಂಗಿ-147, ಒಟ್ಟು 1563331 ಮತದಾರರಿದ್ದಾರೆ. ಸೇವಾ ಮತದಾರರ ವಿವರಣೆ: ಮಳವಳ್ಳಿ ಕ್ಷೇತ್ರದಲ್ಲಿ bbox=[317, 2132, 649, 2273]
road-headline-2: ವಾಹನಗಳಿಗಾಗಿ ಪರ್ಯಾಯ ರಸ್ತೆ ಬಳಕೆಗೆ ಅನುಮತಿ bbox=[469, 1468, 1024, 1507]
road-bottom: ನಿರ್ದೇಶಕರು ಮತ್ತು ಬಿ.ಪಿ. ರಸ್ತೆ, ಚಿಕ್ಕಬಳ್ಳಾಪುರದಲ್ಲಿ ಸಂಚರಿಸುವ ವಾಹನಗಳು ಈ ಪರ್ಯಾಯ ಮಾರ್ಗವನ್ನು ಬಳಸಿ ಎಂದು ಜಿಲ್ಲಾಧಿಕಾರಿ ಪಿ.ಎನ್.ರವೀಂದ್ರ ಅವರು ತಿಳಿಸಿದ್ದಾರೆ. ಚಿಕ್ಕಬಳ್ಳಾಪುರ ಲೋಕೋಪಯೋಗಿ ಇಲಾಖೆಯ ಕಾರ್ಯನಿರ್ವಾಹಕ ಇಂಜಿನಿಯರ್ ಎಂ. ಮಲ್ಲಿಕಾರ್ಜುನ ಅವರು ಪ್ರಕಟಣೆಯಲ್ಲಿ ತಿಳಿಸಿದ್ದಾರೆ. bbox=[469, 1800, 1198, 1832]
road-photo bbox=[710, 1521, 941, 1794]
voters-col1: ಮಂಡ್ಯ: ಭಾರತ ಚುನಾವಣಾ ಆಯೋಗದ ನಿರ್ದೇಶನದಂತೆ ದಿನಾಂಕ 01-01-2025 ನ್ನು ಅರ್ಹತಾ ದಿನಾಂಕವನ್ನಾಗಿಟ್ಟುಕೊಂಡು ಮತದಾರರ ಪಟ್ಟಿ ವಿಶೇಷ ಸಂಕ್ಷಿಪ್ತ ಪರಿಷ್ಕರಣೆ ಕಾರ್ಯ ನಡೆಸುತ್ತಿದ್ದು, ಜಿಲ್ಲೆಯ 7 ವಿಧಾನಸಭಾ ಕ್ಷೇತ್ರಗಳ ಕರಡು ಮತದಾರರ ಪಟ್ಟಿಯನ್ನು ಪ್ರಕಟಿಸಲಾಗಿದೆ ಎಂದು ಜಿಲ್ಲಾಧಿಕಾರಿ ಡಾ.ಕುಮಾರ ಅವರು ತಿಳಿಸಿದರು. ಕರಡು ಮತದಾರರ ಪಟ್ಟಿಯಂತೆ ಜಿಲ್ಲೆಯಲ್ಲಿ ಮತದಾರರು: ಮಳವಳ್ಳಿ ಪುರುಷರು-126686, ಮಹಿಳೆಯರು-128487, ತೃತೀಯ ಲಿಂಗಿ-10, ಒಟ್ಟು 255183 ಮತದಾರರಿದ್ದಾರೆ. ಮದ್ದೂರು ಒಟ್ಟು 254 ಮತಗಟ್ಟೆಗಳಿದ್ದು, ಪುರುಷರು-104071, ಮಹಿಳೆಯರು-111727, ತೃತೀಯ ಲಿಂಗಿ-20, ಒಟ್ಟು 215818 ಮತದಾರರಿದ್ದಾರೆ. ಮೇಲುಕೋಟೆಯಲ್ಲಿ 264 ಮತಗಟ್ಟೆಗಳಿದ್ದು, ಪುರುಷರು-100535, ಮಹಿಳೆಯರು-103449, ತೃತೀಯ ಲಿಂಗಿ-10, ಒಟ್ಟು 203994 ಮತದಾರರಿದ್ದಾರೆ. ಮಂಡ್ಯ ಒಟ್ಟು 263 ಮತಗಟ್ಟೆಗಳಿದ್ದು, ಪುರುಷರು-112324, ಮಹಿಳೆಯರು-118580, ತೃತೀಯ ಲಿಂಗಿ-43, ಒಟ್ಟು 230947 ಮತದಾರರಿದ್ದಾರೆ. ಶ್ರೀರಂಗಪಟ್ಟಣ ಒಟ್ಟು 249 ಮತಗಟ್ಟೆಗಳಿದ್ದು, bbox=[6, 1932, 310, 2182]
oath-headline: ಶೋರ್ ಕುಮಾರ್ ಪುತ್ತೂರು ಪ್ರಮಾಣ ವಚನ ಸ್ವೀಕಾರ bbox=[409, 1130, 1037, 1174]
road-scene bbox=[711, 1522, 940, 1793]
bus-scene bbox=[679, 632, 1197, 891]
foster-care-phrase: Foster Care and Foster Care leading to Adoption bbox=[1216, 1502, 1494, 1534]
